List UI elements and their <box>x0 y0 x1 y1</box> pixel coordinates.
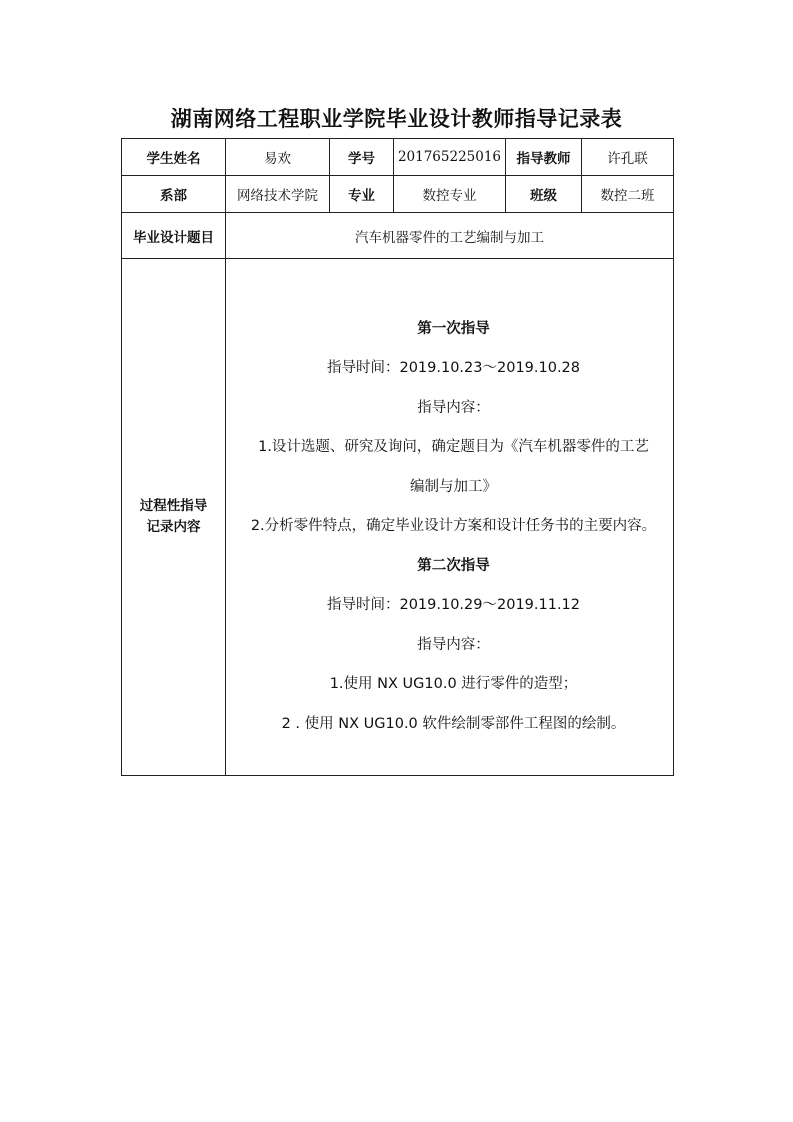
guidance-line: 1.使用 NX UG10.0 进行零件的造型； <box>329 676 578 693</box>
class-value: 数控二班 <box>582 176 674 213</box>
guidance-heading: 第一次指导 <box>417 320 490 337</box>
guidance-record-table <box>121 138 674 776</box>
teacher-label: 指导教师 <box>506 139 582 176</box>
record-row <box>122 259 674 776</box>
topic-row <box>122 213 674 259</box>
student-id-value: 201765225016 <box>394 139 506 176</box>
topic-value: 汽车机器零件的工艺编制与加工 <box>226 213 674 259</box>
record-label-line2: 记录内容 <box>146 519 201 535</box>
student-info-row <box>122 139 674 176</box>
guidance-line: 2.分析零件特点，确定毕业设计方案和设计任务书的主要内容。 <box>250 518 657 535</box>
guidance-line: 1.设计选题、研究及询问，确定题目为《汽车机器零件的工艺 <box>258 439 649 456</box>
department-row <box>122 176 674 213</box>
page-title: 湖南网络工程职业学院毕业设计教师指导记录表 <box>170 107 623 131</box>
major-label: 专业 <box>330 176 394 213</box>
student-name-value: 易欢 <box>226 139 330 176</box>
record-label-line1: 过程性指导 <box>139 498 208 514</box>
guidance-line: 指导内容： <box>417 636 490 653</box>
major-value: 数控专业 <box>394 176 506 213</box>
guidance-line: 指导时间：2019.10.29～2019.11.12 <box>326 597 581 614</box>
department-value: 网络技术学院 <box>226 176 330 213</box>
topic-label: 毕业设计题目 <box>122 213 226 259</box>
guidance-line: 2 . 使用 NX UG10.0 软件绘制零部件工程图的绘制。 <box>281 715 626 732</box>
class-label: 班级 <box>506 176 582 213</box>
teacher-value: 许孔联 <box>582 139 674 176</box>
record-content <box>226 259 674 776</box>
department-label: 系部 <box>122 176 226 213</box>
student-name-label: 学生姓名 <box>122 139 226 176</box>
guidance-line: 指导时间：2019.10.23～2019.10.28 <box>326 360 581 377</box>
student-id-label: 学号 <box>330 139 394 176</box>
record-lines <box>226 281 673 754</box>
record-label <box>122 259 226 776</box>
guidance-heading: 第二次指导 <box>417 557 490 574</box>
guidance-line: 编制与加工》 <box>410 478 497 495</box>
guidance-line: 指导内容： <box>417 399 490 416</box>
